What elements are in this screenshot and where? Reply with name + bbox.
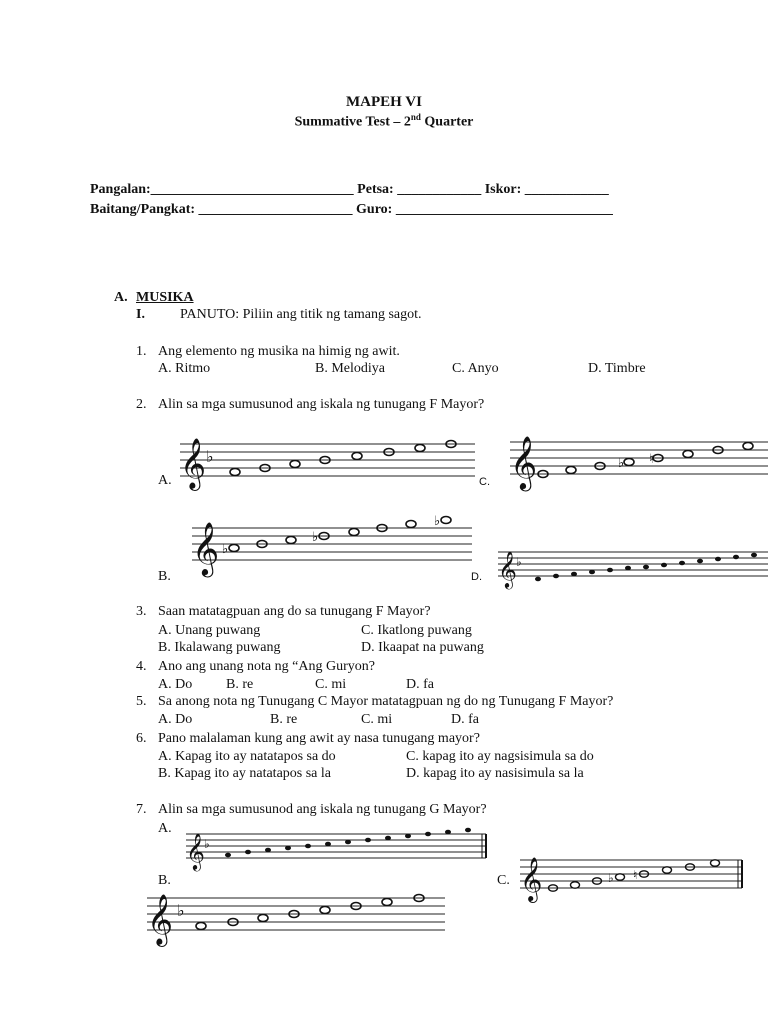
q2-label-c: C. — [479, 476, 490, 488]
svg-text:𝄞: 𝄞 — [510, 435, 538, 489]
q5-choice-a: A. Do — [158, 712, 193, 727]
q4-choice-b: B. re — [226, 677, 254, 692]
q2-label-b: B. — [158, 569, 171, 584]
q6-number: 6. — [136, 731, 147, 746]
q7-text: Alin sa mga sumusunod ang iskala ng tunugang G Mayor? — [158, 802, 487, 817]
svg-text:♭: ♭ — [608, 871, 614, 885]
q1-choice-b: B. Melodiya — [315, 361, 385, 376]
svg-text:♭: ♭ — [618, 456, 625, 471]
q2-label-a: A. — [158, 473, 172, 488]
q4-text: Ano ang unang nota ng “Ang Guryon? — [158, 659, 375, 674]
q5-choice-b: B. re — [270, 712, 298, 727]
svg-text:♭: ♭ — [222, 542, 229, 557]
q4-choice-d: D. fa — [406, 677, 434, 692]
q2-staff-d — [498, 546, 768, 586]
q5-choice-c: C. mi — [361, 712, 393, 727]
svg-text:𝄞: 𝄞 — [147, 894, 174, 945]
q5-number: 5. — [136, 694, 147, 709]
subtitle-pre: Summative Test – 2 — [294, 114, 411, 130]
page-title: MAPEH VI — [346, 94, 422, 110]
svg-text:♮: ♮ — [633, 868, 638, 882]
q3-choice-c: C. Ikatlong puwang — [361, 623, 472, 638]
svg-text:♭: ♭ — [204, 837, 210, 851]
q4-number: 4. — [136, 659, 147, 674]
svg-text:𝄞: 𝄞 — [498, 550, 517, 588]
info-line-name-date-score: Pangalan:_____________________________ Petsa: ____________ Iskor: ____________ — [90, 182, 609, 197]
info-line-grade-teacher: Baitang/Pangkat: ______________________ Guro: _______________________________ — [90, 202, 613, 217]
q7-number: 7. — [136, 802, 147, 817]
svg-text:♭: ♭ — [312, 530, 319, 545]
q2-number: 2. — [136, 397, 147, 412]
page-subtitle — [0, 112, 768, 131]
q7-label-c: C. — [497, 873, 510, 888]
svg-text:𝄞: 𝄞 — [180, 438, 207, 489]
q6-choice-c: C. kapag ito ay nagsisimula sa do — [406, 749, 594, 764]
svg-text:♭: ♭ — [434, 514, 441, 529]
q3-choice-a: A. Unang puwang — [158, 623, 261, 638]
q6-text: Pano malalaman kung ang awit ay nasa tunugang mayor? — [158, 731, 480, 746]
q1-text: Ang elemento ng musika na himig ng awit. — [158, 344, 400, 359]
section-letter: A. — [114, 290, 128, 305]
q6-choice-b: B. Kapag ito ay natatapos sa la — [158, 766, 332, 781]
section-name: MUSIKA — [136, 290, 194, 305]
q6-choice-a: A. Kapag ito ay natatapos sa do — [158, 749, 336, 764]
svg-text:♭: ♭ — [177, 901, 185, 920]
q2-staff-a — [180, 436, 475, 494]
svg-text:♮: ♮ — [649, 452, 654, 467]
q3-number: 3. — [136, 604, 147, 619]
q7-label-b: B. — [158, 873, 171, 888]
q1-choice-a: A. Ritmo — [158, 361, 211, 376]
q3-choice-d: D. Ikaapat na puwang — [361, 640, 484, 655]
q2-label-d: D. — [471, 571, 482, 583]
part-number: I. — [136, 307, 145, 322]
q2-text: Alin sa mga sumusunod ang iskala ng tunugang F Mayor? — [158, 397, 485, 412]
q5-text: Sa anong nota ng Tunugang C Mayor matatagpuan ng do ng Tunugang F Mayor? — [158, 694, 614, 709]
q1-choice-c: C. Anyo — [452, 361, 499, 376]
q1-choice-d: D. Timbre — [588, 361, 646, 376]
svg-text:♭: ♭ — [516, 555, 522, 569]
q3-choice-b: B. Ikalawang puwang — [158, 640, 281, 655]
q7-label-a: A. — [158, 821, 172, 836]
q3-text: Saan matatagpuan ang do sa tunugang F Mayor? — [158, 604, 431, 619]
q1-number: 1. — [136, 344, 147, 359]
q4-choice-a: A. Do — [158, 677, 193, 692]
subtitle-sup: nd — [410, 112, 421, 122]
q7-staff-b — [147, 890, 447, 945]
subtitle-post: Quarter — [420, 114, 474, 130]
q2-staff-c — [510, 430, 768, 494]
svg-text:♭: ♭ — [206, 447, 214, 466]
svg-text:𝄞: 𝄞 — [186, 832, 205, 870]
q4-choice-c: C. mi — [315, 677, 347, 692]
q2-staff-b — [192, 512, 472, 584]
q7-staff-a — [186, 826, 490, 870]
directions: PANUTO: Piliin ang titik ng tamang sagot. — [180, 307, 422, 322]
q5-choice-d: D. fa — [451, 712, 479, 727]
q6-choice-d: D. kapag ito ay nasisimula sa la — [406, 766, 584, 781]
svg-text:𝄞: 𝄞 — [520, 857, 543, 901]
svg-text:𝄞: 𝄞 — [192, 521, 220, 575]
q7-staff-c — [520, 848, 746, 901]
